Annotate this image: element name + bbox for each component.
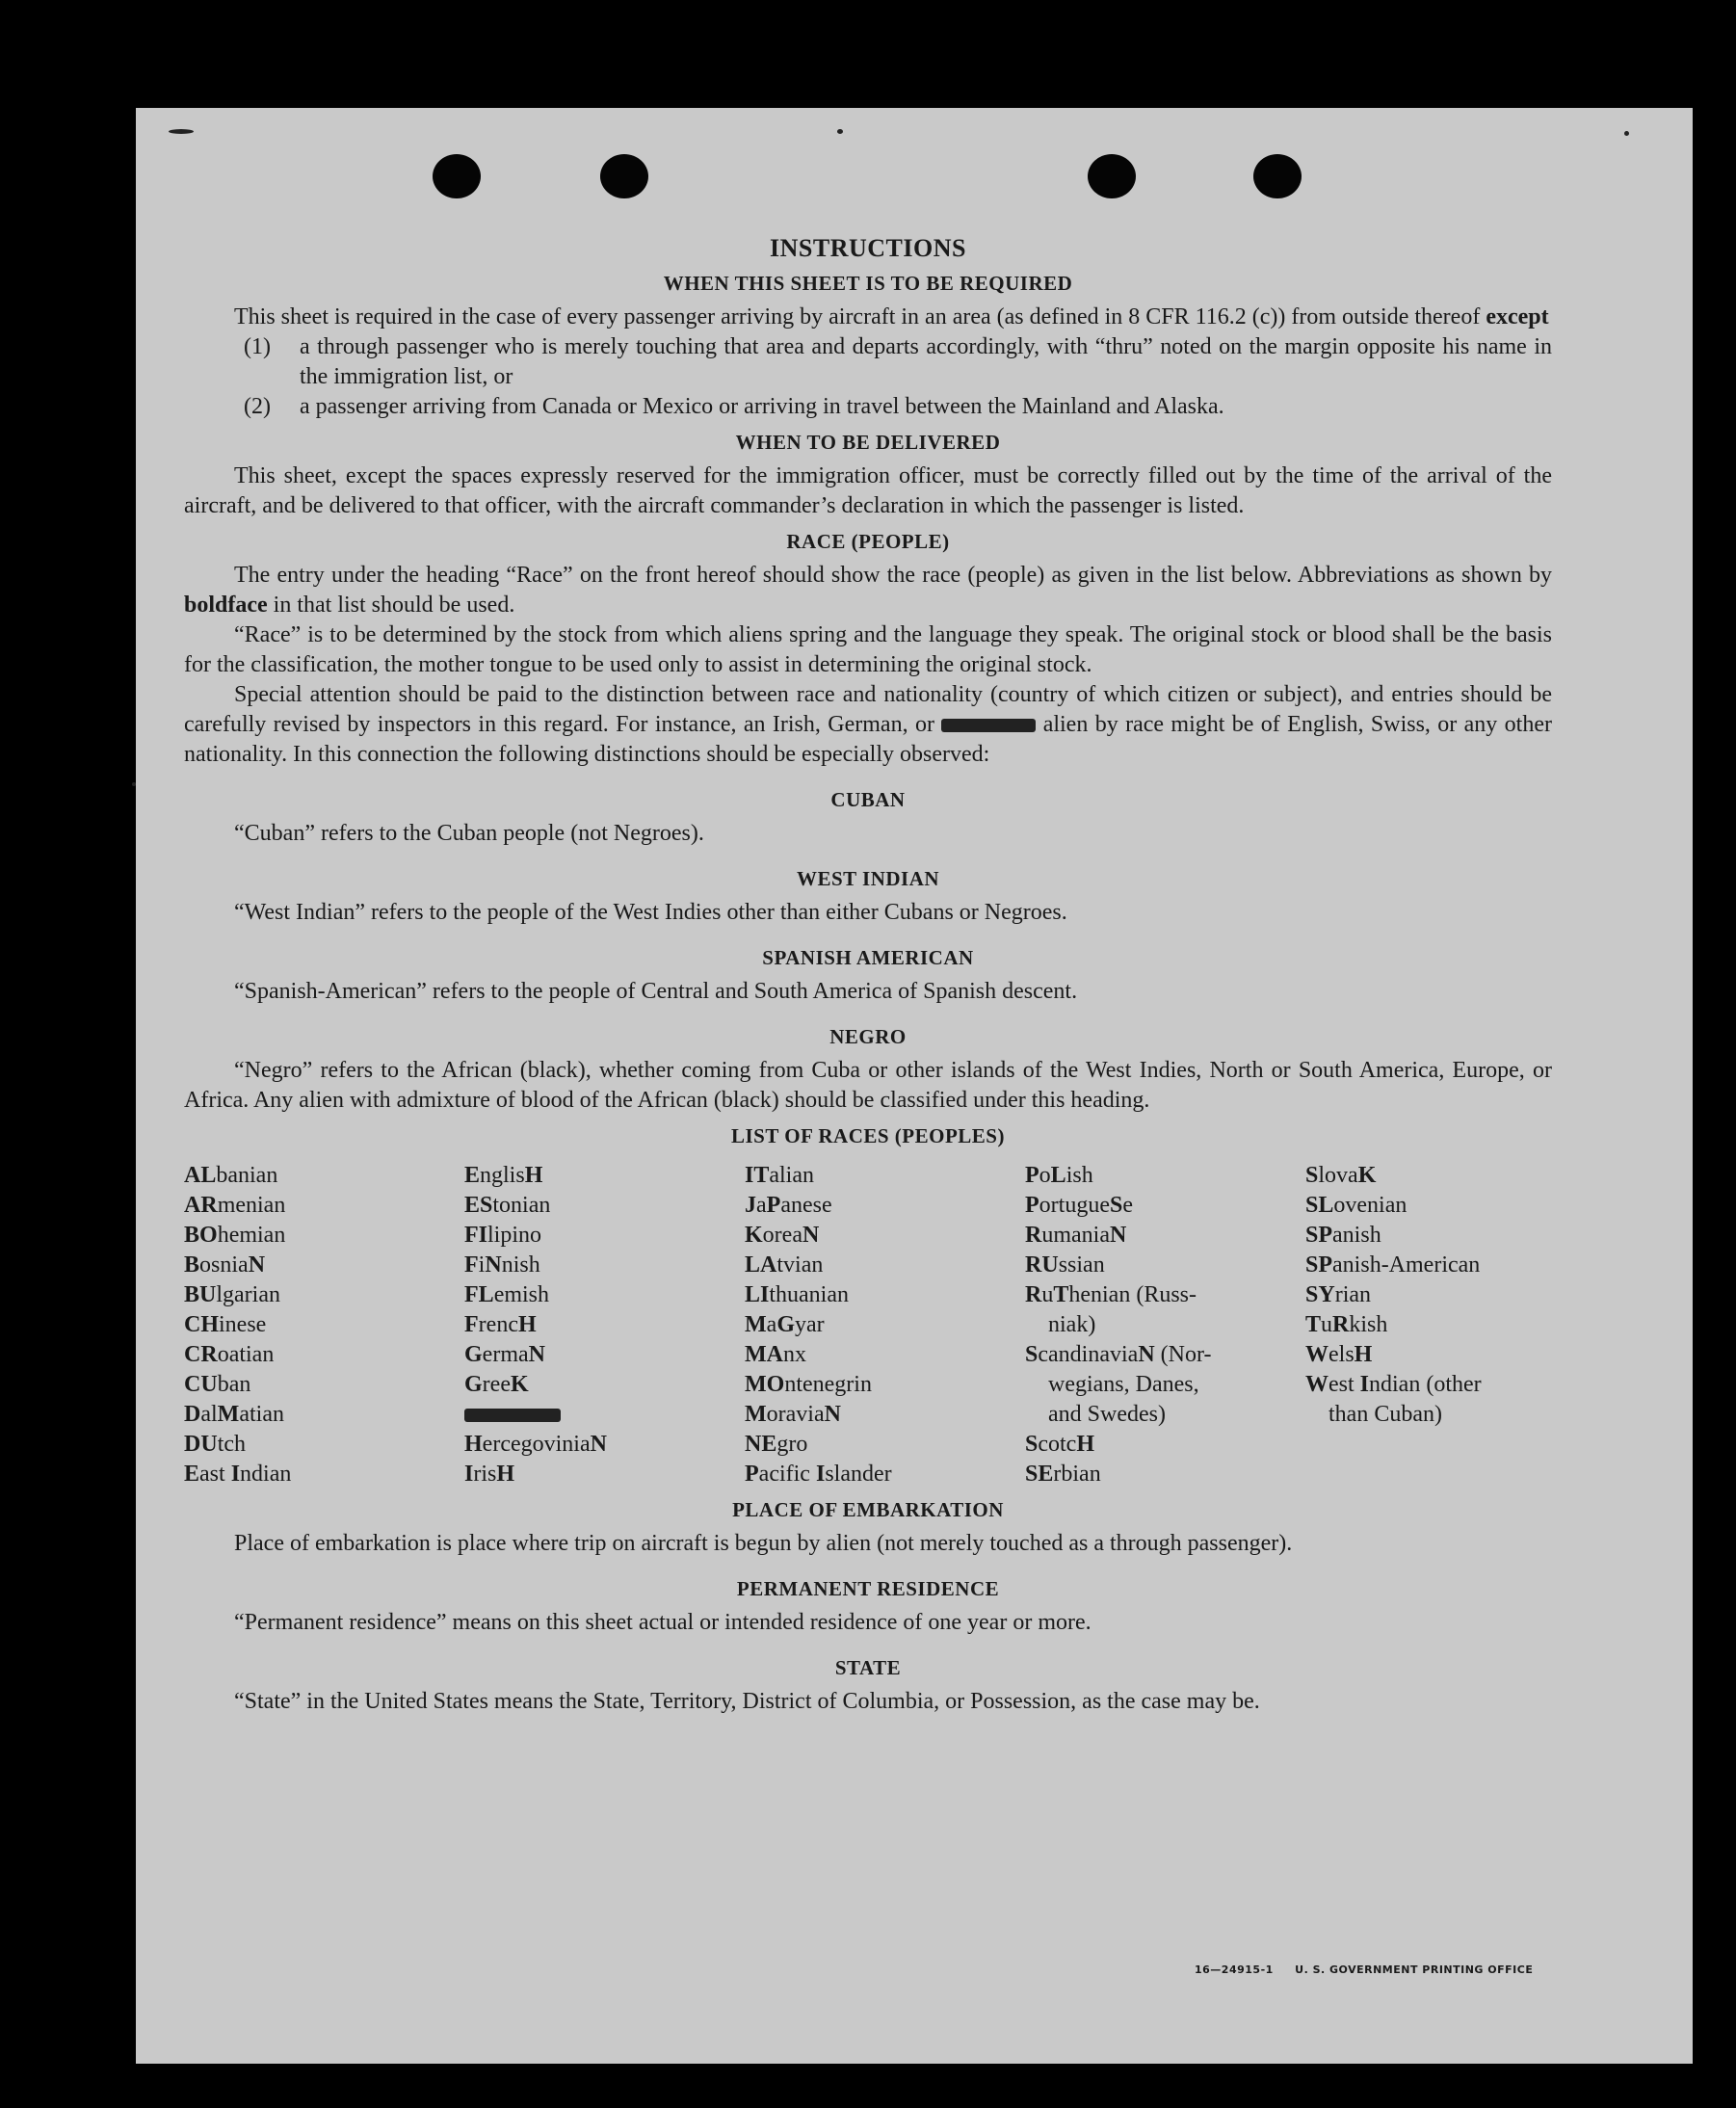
race-entry: PoLish (1025, 1163, 1093, 1188)
section-heading: WHEN TO BE DELIVERED (735, 431, 1001, 454)
race-entry: ARmenian (184, 1193, 286, 1218)
redaction-mark (941, 719, 1036, 732)
race-entry: BosniaN (184, 1252, 266, 1278)
race-entry: FiNnish (464, 1252, 540, 1278)
document-sheet (136, 108, 1693, 2064)
paragraph: “Race” is to be determined by the stock from which aliens spring and the language they speak. The original stock or blood shall be the basis for the classification, the mother tongue to be used only to assist in determining the original stock. (184, 622, 1552, 677)
section-heading: NEGRO (829, 1025, 907, 1048)
race-entry: wegians, Danes, (1048, 1372, 1199, 1397)
paragraph: The entry under the heading “Race” on the front hereof should show the race (people) as given in the list below. Abbreviations as shown by boldface in that list should be used. (184, 563, 1552, 618)
race-entry: LIthuanian (745, 1282, 849, 1307)
race-column (1025, 1161, 1305, 1489)
race-entry: FLemish (464, 1282, 550, 1307)
race-entry: GermaN (464, 1342, 545, 1367)
form-number: 16—24915-1 (1195, 1963, 1274, 1976)
race-entry: SYrian (1305, 1282, 1372, 1307)
race-entry: IrisH (464, 1462, 515, 1487)
race-entry (464, 1400, 745, 1430)
race-entry: and Swedes) (1048, 1402, 1166, 1427)
race-entry: ScandinaviaN (Nor- (1025, 1342, 1212, 1367)
paragraph: This sheet, except the spaces expressly reserved for the immigration officer, must be correctly filled out by the time of the arrival of the aircraft, and be delivered to that officer, with the aircraft commander’s declaration in which the passenger is listed. (184, 463, 1552, 518)
race-entry: RuThenian (Russ- (1025, 1282, 1197, 1307)
race-entry: West Indian (other (1305, 1372, 1482, 1397)
race-entry: FIlipino (464, 1223, 542, 1248)
punch-hole (600, 154, 648, 198)
race-entry: HercegoviniaN (464, 1432, 607, 1457)
race-entry: SlovaK (1305, 1163, 1377, 1188)
footer-imprint (1195, 1963, 1550, 1976)
speck (1624, 131, 1629, 136)
page-title: INSTRUCTIONS (770, 234, 966, 262)
speck (837, 129, 843, 134)
race-entry: WelsH (1305, 1342, 1373, 1367)
race-entry: ITalian (745, 1163, 814, 1188)
list-item: (1) a through passenger who is merely touching that area and departs accordingly, with “thru” noted on the margin opposite his name in the immigration list, or (244, 334, 1552, 389)
race-entry: SLovenian (1305, 1193, 1407, 1218)
punch-hole (1088, 154, 1136, 198)
race-entry: BOhemian (184, 1223, 286, 1248)
punch-hole (433, 154, 481, 198)
punch-hole (1253, 154, 1302, 198)
race-entry: BUlgarian (184, 1282, 280, 1307)
race-entry: MoraviaN (745, 1402, 841, 1427)
paragraph: Special attention should be paid to the distinction between race and nationality (country of which citizen or subject), and entries should be carefully revised by inspectors in this regard. For instance, an Irish, German, or alien by race might be of English, Swiss, or any other nationality. In this connection the following distinctions should be especially observed: (184, 682, 1552, 767)
paragraph: “State” in the United States means the State, Territory, District of Columbia, or Possession, as the case may be. (234, 1689, 1260, 1714)
race-column (1305, 1161, 1556, 1489)
redaction-mark (464, 1409, 561, 1422)
race-entry: CRoatian (184, 1342, 275, 1367)
section-heading: WHEN THIS SHEET IS TO BE REQUIRED (663, 272, 1073, 295)
section-heading: STATE (834, 1656, 902, 1679)
race-entry: CHinese (184, 1312, 267, 1337)
printer-imprint: U. S. GOVERNMENT PRINTING OFFICE (1295, 1963, 1534, 1976)
race-entry: SErbian (1025, 1462, 1101, 1487)
section-heading: PERMANENT RESIDENCE (736, 1577, 1000, 1600)
section-heading: SPANISH AMERICAN (762, 946, 974, 969)
race-entry: RumaniaN (1025, 1223, 1127, 1248)
race-entry: TuRkish (1305, 1312, 1388, 1337)
race-entry: DUtch (184, 1432, 247, 1457)
section-heading: PLACE OF EMBARKATION (732, 1498, 1004, 1521)
list-item: (2) a passenger arriving from Canada or Mexico or arriving in travel between the Mainland and Alaska. (244, 394, 1224, 419)
race-entry: RUssian (1025, 1252, 1105, 1278)
race-entry: NEgro (745, 1432, 808, 1457)
paragraph: “Permanent residence” means on this sheet actual or intended residence of one year or more. (234, 1610, 1092, 1635)
race-entry: EStonian (464, 1193, 551, 1218)
race-entry: FrencH (464, 1312, 537, 1337)
paragraph: Place of embarkation is place where trip on aircraft is begun by alien (not merely touched as a through passenger). (234, 1531, 1293, 1556)
race-entry: JaPanese (745, 1193, 832, 1218)
paragraph: “Negro” refers to the African (black), whether coming from Cuba or other islands of the West Indies, North or South America, Europe, or Africa. Any alien with admixture of blood of the African (black) should be classified under this heading. (184, 1058, 1552, 1113)
section-heading: LIST OF RACES (PEOPLES) (731, 1124, 1005, 1147)
race-entry: ALbanian (184, 1163, 278, 1188)
section-heading: RACE (PEOPLE) (786, 530, 950, 553)
paragraph: “West Indian” refers to the people of the West Indies other than either Cubans or Negroes. (234, 900, 1067, 925)
race-entry: MOntenegrin (745, 1372, 872, 1397)
race-entry: PortugueSe (1025, 1193, 1133, 1218)
race-entry: than Cuban) (1328, 1402, 1442, 1427)
paragraph: This sheet is required in the case of every passenger arriving by aircraft in an area (as defined in 8 CFR 116.2 (c)) from outside thereof except (234, 304, 1549, 329)
speck (132, 782, 136, 786)
race-entry: CUban (184, 1372, 251, 1397)
section-heading: CUBAN (830, 788, 906, 811)
race-list (184, 1161, 1552, 1489)
race-entry: ScotcH (1025, 1432, 1095, 1457)
paragraph: “Cuban” refers to the Cuban people (not Negroes). (234, 821, 704, 846)
paragraph: “Spanish-American” refers to the people of Central and South America of Spanish descent. (234, 979, 1078, 1004)
race-entry: MaGyar (745, 1312, 825, 1337)
race-entry: LAtvian (745, 1252, 824, 1278)
race-entry: DalMatian (184, 1402, 284, 1427)
race-entry: EnglisH (464, 1163, 543, 1188)
race-entry: SPanish (1305, 1223, 1381, 1248)
race-entry: Pacific Islander (745, 1462, 892, 1487)
speck (169, 129, 194, 134)
race-column (745, 1161, 1025, 1489)
race-entry: GreeK (464, 1372, 529, 1397)
race-column (184, 1161, 464, 1489)
instructions-body (184, 233, 1552, 1717)
race-entry: SPanish-American (1305, 1252, 1481, 1278)
race-entry: MAnx (745, 1342, 806, 1367)
race-entry: KoreaN (745, 1223, 820, 1248)
race-entry: East Indian (184, 1462, 292, 1487)
race-column (464, 1161, 745, 1489)
section-heading: WEST INDIAN (796, 867, 940, 890)
race-entry: niak) (1048, 1312, 1096, 1337)
